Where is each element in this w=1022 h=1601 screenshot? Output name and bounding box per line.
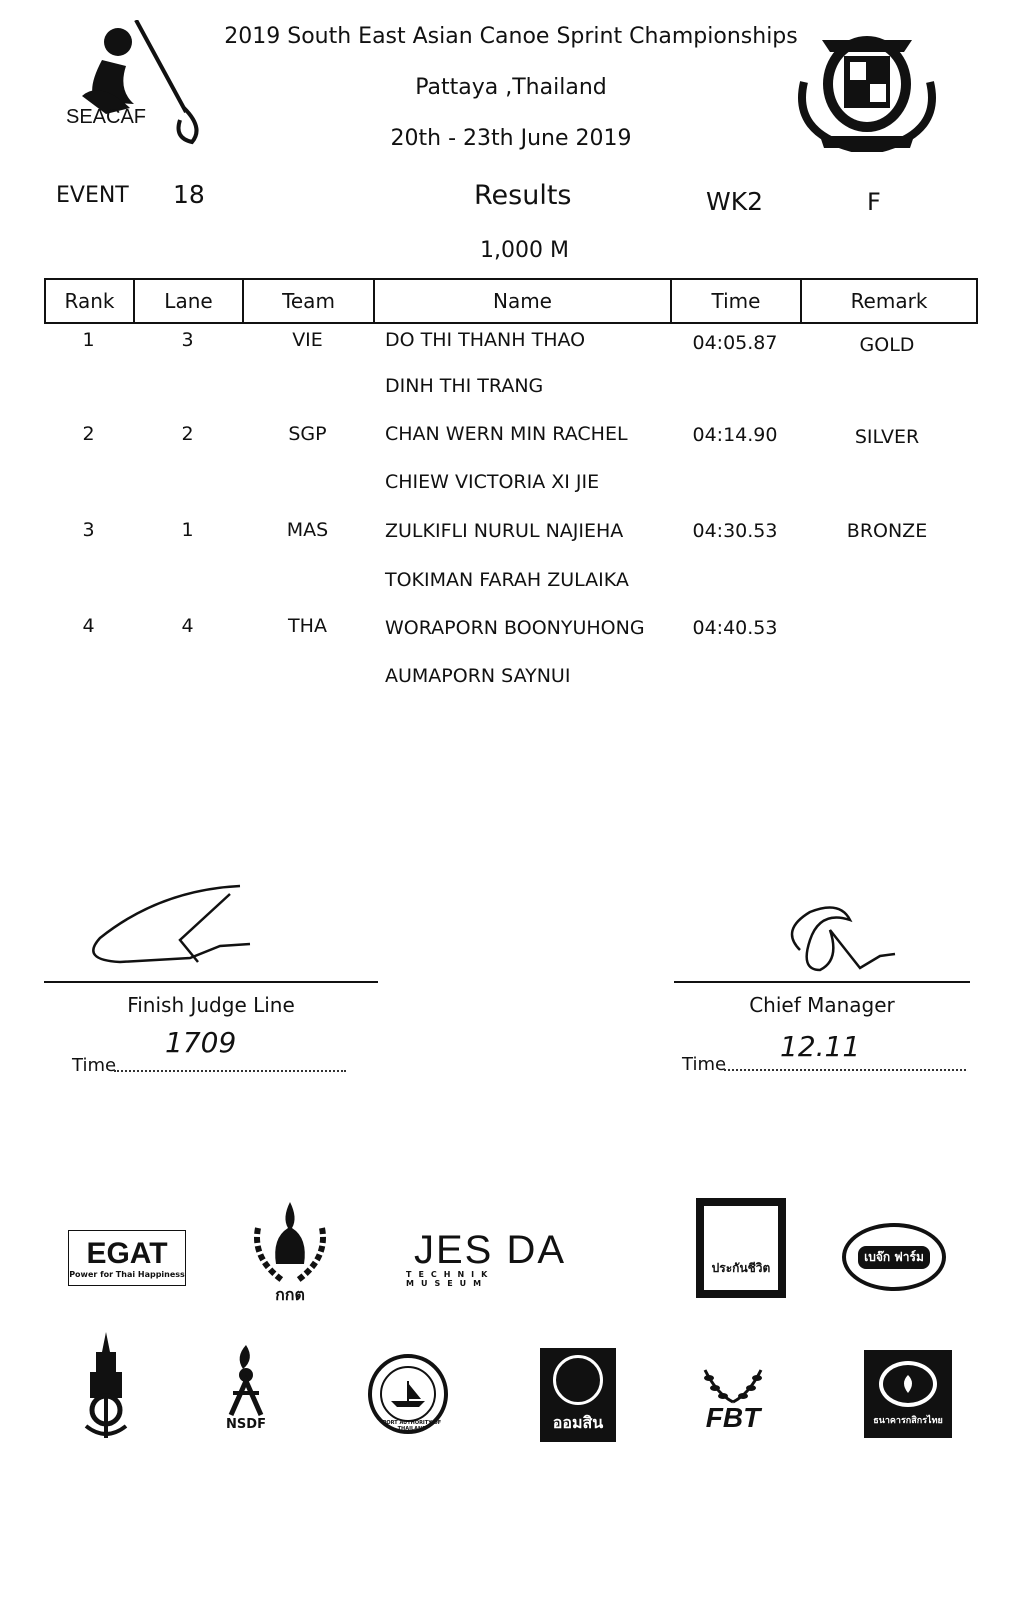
header-remark: Remark [850, 289, 928, 313]
kkt-text: กกต [275, 1285, 305, 1304]
event-number: 18 [173, 180, 205, 209]
race-phase: F [867, 188, 881, 216]
kasikorn-text: ธนาคารกสิกรไทย [873, 1416, 943, 1426]
header-lane: Lane [135, 280, 244, 322]
lane-cell: 3 [181, 329, 194, 351]
table-row [44, 519, 978, 591]
team-cell: VIE [292, 329, 323, 351]
egat-logo [68, 1230, 186, 1286]
finish-judge-label: Finish Judge Line [127, 993, 295, 1017]
farm-text: เบจ๊ก ฟาร์ม [858, 1246, 930, 1269]
farm-logo-oval [842, 1223, 946, 1291]
fbt-logo [692, 1362, 774, 1434]
jesada-name: JES DA [413, 1228, 567, 1272]
rank-cell: 2 [82, 423, 95, 445]
rank-cell: 3 [82, 519, 95, 541]
chief-manager-signature [780, 900, 900, 980]
remark-cell: SILVER [854, 426, 920, 448]
lane-cell: 1 [181, 519, 194, 541]
header-team: Team [244, 280, 375, 322]
jesada-sub: TECHNIK MUSEUM [406, 1270, 495, 1288]
navy-emblem [80, 1330, 132, 1442]
chief-manager-time-label: Time [682, 1054, 727, 1075]
rank-cell: 4 [82, 615, 95, 637]
egat-name: EGAT [86, 1236, 168, 1270]
championship-title: 2019 South East Asian Canoe Sprint Championships [224, 24, 798, 49]
team-cell: SGP [288, 423, 327, 445]
kasikorn-bank-logo [864, 1350, 952, 1438]
fbt-text: FBT [705, 1402, 761, 1433]
thailand-crest-text: THAILAND [842, 24, 899, 37]
boat-class: WK2 [706, 187, 764, 216]
insurance-logo-inner [704, 1206, 778, 1290]
jesada-logo [406, 1230, 574, 1288]
aomsin-logo [540, 1348, 616, 1442]
chief-manager-time-dots [724, 1069, 966, 1071]
egat-tagline: Power for Thai Happiness [69, 1269, 185, 1279]
nsdf-text: NSDF [226, 1416, 266, 1432]
athlete-name-2: TOKIMAN FARAH ZULAIKA [385, 569, 629, 591]
seacaf-logo-text: SEACAF [66, 106, 147, 128]
results-table-header [44, 278, 978, 324]
time-cell: 04:40.53 [692, 617, 778, 639]
rank-cell: 1 [82, 329, 95, 351]
athlete-name-1: DO THI THANH THAO [385, 329, 586, 351]
results-heading: Results [474, 180, 572, 211]
race-distance: 1,000 M [480, 238, 569, 263]
finish-judge-time-label: Time [72, 1055, 117, 1076]
lane-cell: 4 [181, 615, 194, 637]
kasikorn-emblem [879, 1361, 937, 1407]
aomsin-emblem [553, 1355, 603, 1405]
remark-cell: GOLD [859, 334, 915, 356]
insurance-logo [696, 1198, 786, 1298]
port-seal-inner [380, 1366, 436, 1422]
header-name: Name [375, 280, 672, 322]
port-text: PORT AUTHORITY OF THAILAND [382, 1420, 442, 1432]
chief-manager-time-value: 12.11 [780, 1030, 861, 1063]
athlete-name-1: WORAPORN BOONYUHONG [385, 617, 645, 639]
kkt-emblem [252, 1196, 328, 1306]
table-row [44, 329, 978, 397]
dates: 20th - 23th June 2019 [390, 126, 632, 151]
team-cell: THA [288, 615, 327, 637]
athlete-name-2: AUMAPORN SAYNUI [385, 665, 571, 687]
table-row [44, 615, 978, 687]
header-rank: Rank [46, 280, 135, 322]
nsdf-logo [214, 1330, 278, 1442]
farm-logo [842, 1212, 946, 1302]
team-cell: MAS [286, 519, 329, 541]
finish-judge-signature [80, 880, 260, 970]
lane-cell: 2 [181, 423, 194, 445]
time-cell: 04:14.90 [692, 424, 778, 446]
athlete-name-1: CHAN WERN MIN RACHEL [385, 423, 628, 445]
time-cell: 04:30.53 [692, 520, 778, 542]
time-cell: 04:05.87 [692, 332, 778, 354]
event-label: EVENT [56, 183, 129, 208]
aomsin-text: ออมสิน [552, 1412, 604, 1432]
table-row [44, 423, 978, 493]
header-time: Time [672, 280, 802, 322]
chief-manager-signature-line [674, 981, 970, 983]
athlete-name-2: CHIEW VICTORIA XI JIE [385, 471, 600, 493]
athlete-name-2: DINH THI TRANG [385, 375, 544, 397]
remark-cell: BRONZE [846, 520, 928, 542]
insurance-text: ประกันชีวิต [711, 1261, 771, 1275]
finish-judge-time-value: 1709 [165, 1026, 237, 1059]
finish-judge-signature-line [44, 981, 378, 983]
thailand-crest-logo [792, 22, 942, 154]
venue: Pattaya ,Thailand [415, 75, 607, 100]
athlete-name-1: ZULKIFLI NURUL NAJIEHA [385, 520, 624, 542]
chief-manager-label: Chief Manager [749, 993, 895, 1017]
finish-judge-time-dots [114, 1070, 346, 1072]
port-authority-seal [368, 1354, 448, 1434]
